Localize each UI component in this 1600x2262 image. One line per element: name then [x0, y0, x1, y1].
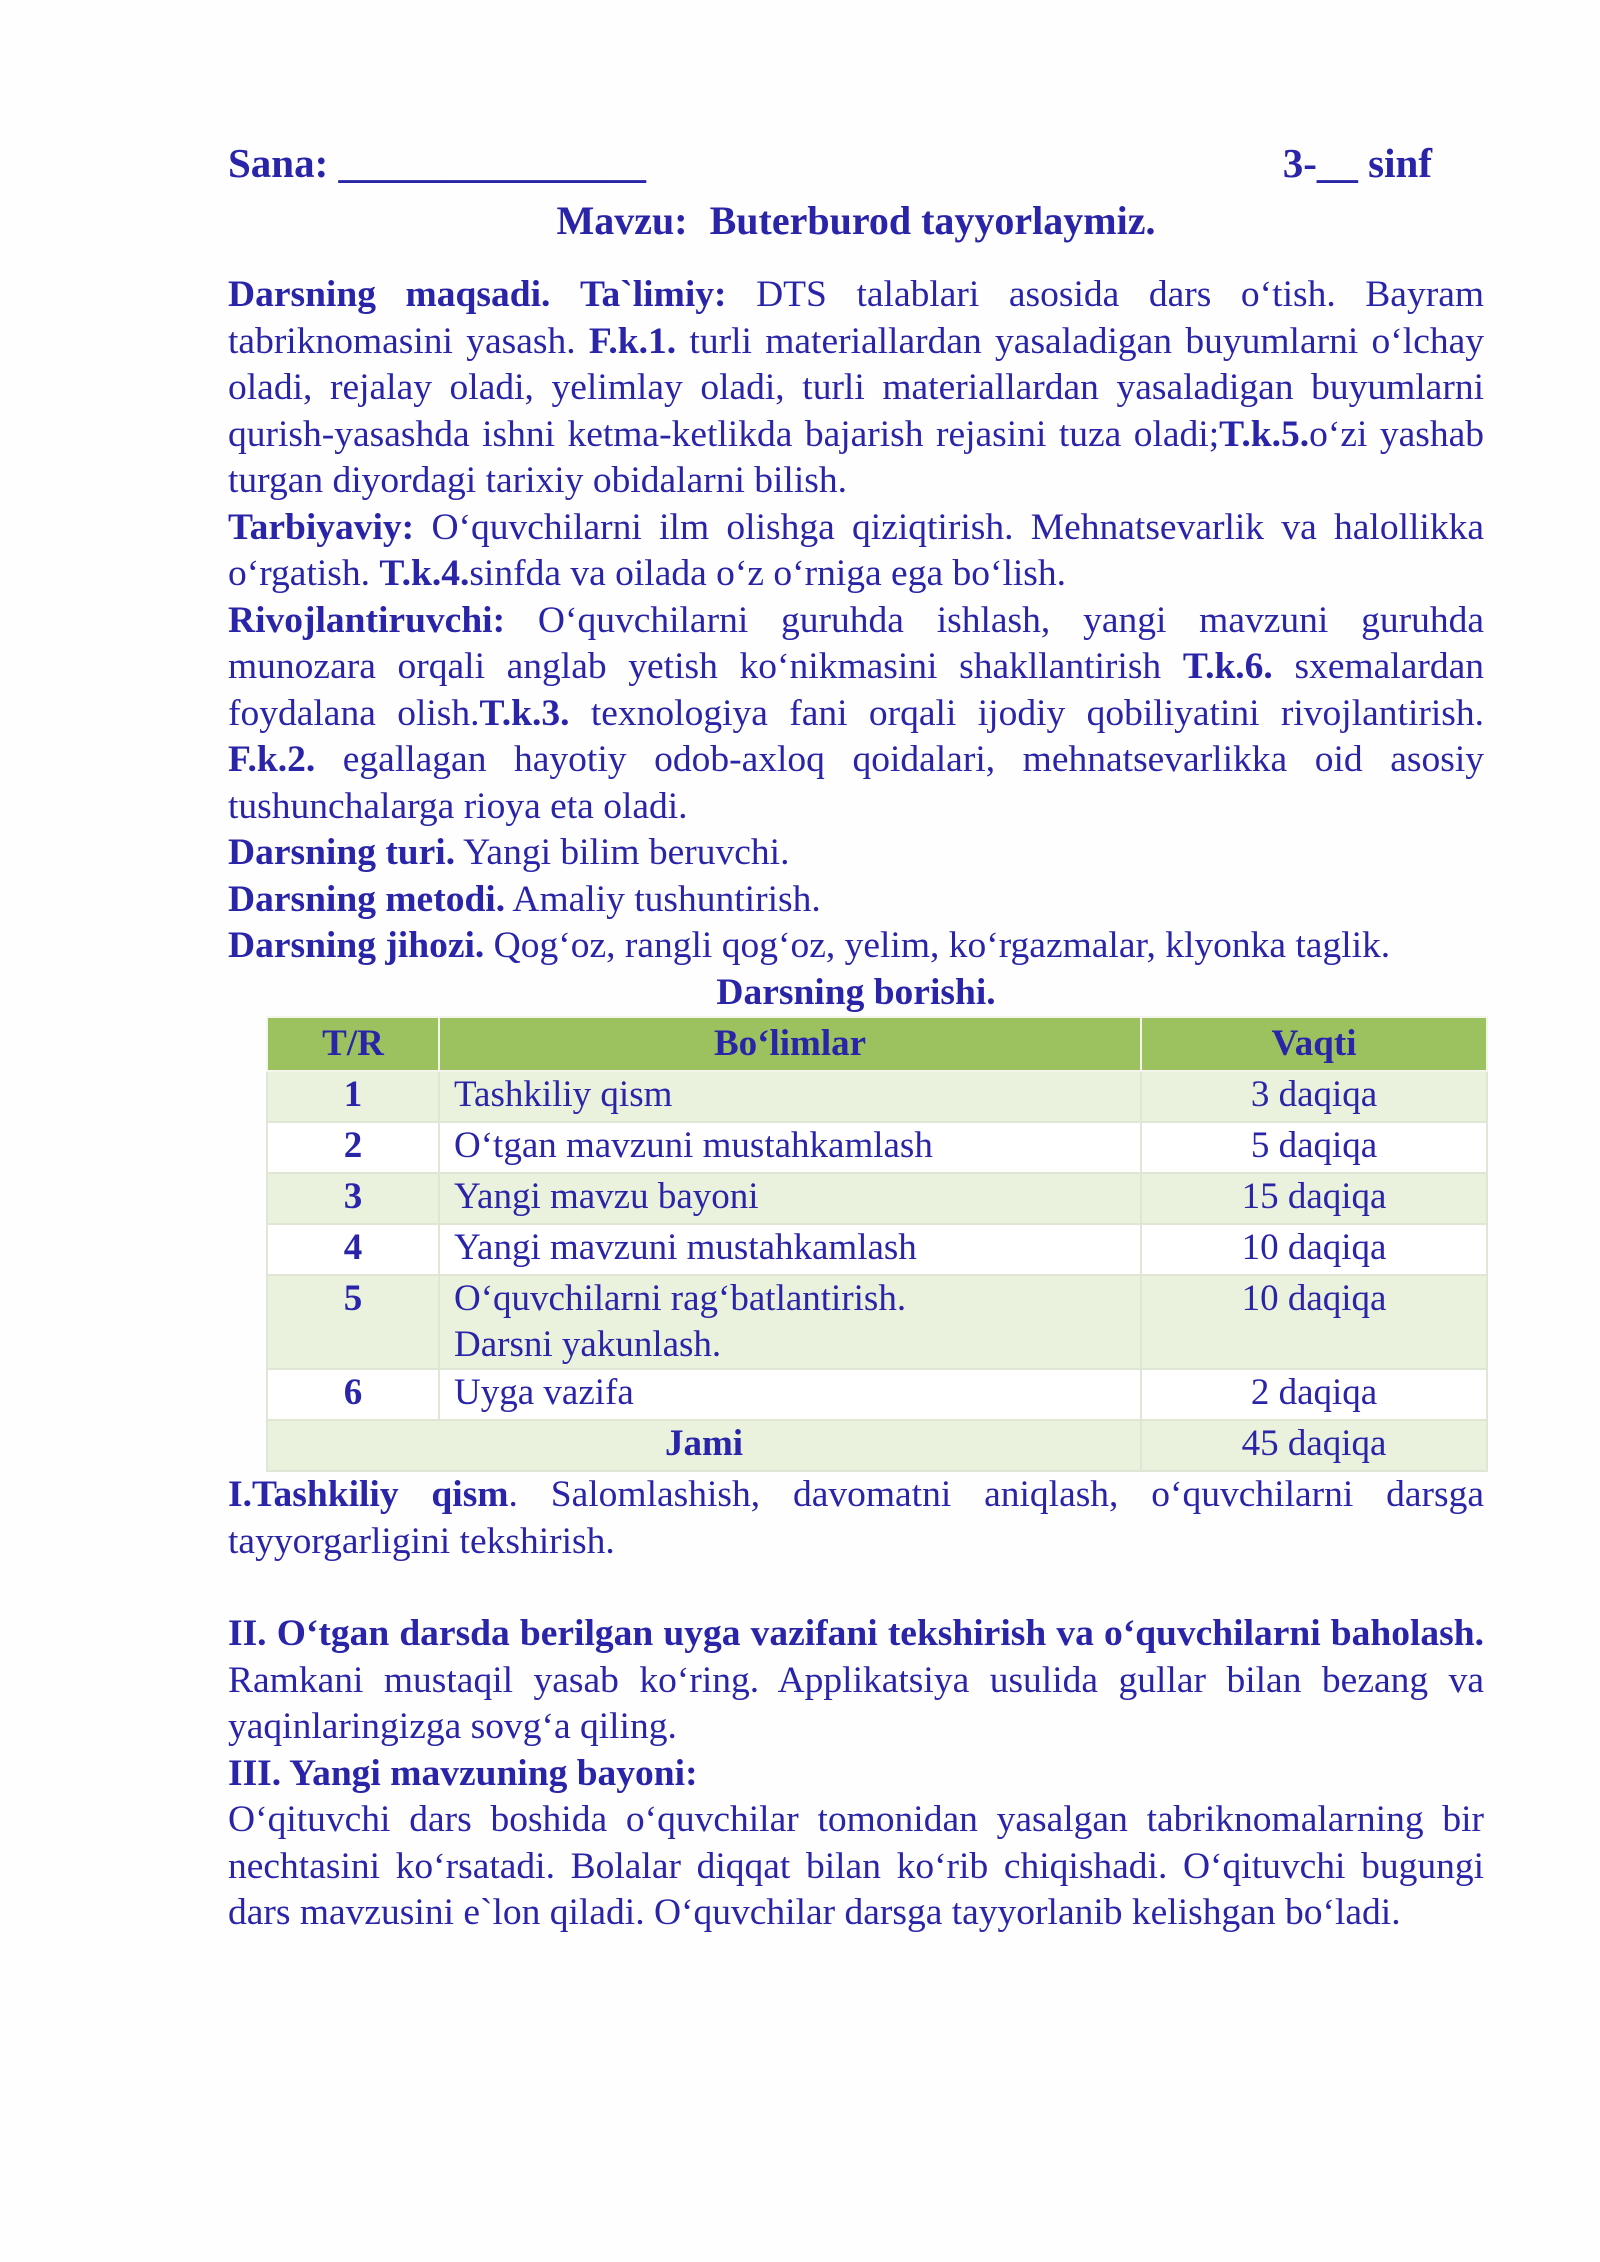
- developmental-text: sxemalardan foydalana olish.: [228, 646, 1484, 734]
- row-section-line: O‘quvchilarni rag‘batlantirish.: [454, 1278, 907, 1319]
- row-number: 2: [267, 1122, 439, 1173]
- lesson-type-text: Yangi bilim beruvchi.: [455, 832, 790, 873]
- table-header-row: [267, 1017, 1487, 1071]
- lesson-title: [228, 198, 1484, 256]
- upbringing-text: sinfda va oilada o‘z o‘rniga ega bo‘lish.: [469, 553, 1067, 594]
- competency-code: T.k.3.: [479, 692, 570, 734]
- date-label: Sana: _______________: [228, 140, 647, 186]
- lesson-method-text: Amaliy tushuntirish.: [505, 878, 821, 920]
- column-header-section: Bo‘limlar: [439, 1017, 1141, 1071]
- upbringing-label: Tarbiyaviy:: [228, 506, 415, 548]
- educational-text: DTS talablari asosida dars o‘tish. Bayram tabriknomasini yasash.: [228, 274, 1485, 362]
- table-row: [267, 1071, 1487, 1122]
- total-label: Jami: [267, 1420, 1141, 1471]
- total-time: 45 daqiqa: [1141, 1420, 1487, 1471]
- section-label: II. O‘tgan darsda berilgan uyga vazifani tekshirish va o‘quvchilarni baholash.: [228, 1613, 1484, 1654]
- row-section-line: Darsni yakunlash.: [454, 1324, 722, 1365]
- table-row: [267, 1224, 1487, 1275]
- title-label: Mavzu:: [556, 198, 688, 243]
- header-row: [228, 140, 1484, 198]
- column-header-number: T/R: [267, 1017, 439, 1071]
- competency-code: F.k.1.: [588, 320, 677, 362]
- row-section: Uyga vazifa: [439, 1369, 1141, 1420]
- row-time: 10 daqiqa: [1141, 1275, 1487, 1369]
- row-section: Yangi mavzu bayoni: [439, 1173, 1141, 1224]
- section-label: III. Yangi mavzuning bayoni:: [228, 1752, 698, 1794]
- column-header-time: Vaqti: [1141, 1017, 1487, 1071]
- row-time: 10 daqiqa: [1141, 1224, 1487, 1275]
- row-section: [439, 1275, 1141, 1369]
- title-text: Buterburod tayyorlaymiz.: [709, 198, 1156, 243]
- table-row: [267, 1122, 1487, 1173]
- educational-text: turli materiallardan yasaladigan buyumlarni o‘lchay oladi, rejalay oladi, yelimlay oladi, turli materiallardan yasaladigan buyumlarni qurish-yasashda ishni ketma-ketlikda bajarish rejasini tuza oladi;: [228, 320, 1484, 455]
- row-time: 5 daqiqa: [1141, 1122, 1487, 1173]
- row-number: 1: [267, 1071, 439, 1122]
- lesson-type: [228, 830, 1484, 877]
- table-row: [267, 1173, 1487, 1224]
- row-section: O‘tgan mavzuni mustahkamlash: [439, 1122, 1141, 1173]
- section-text: . Salomlashish, davomatni aniqlash, o‘quvchilarni darsga tayyorgarligini tekshirish.: [228, 1474, 1484, 1562]
- class-label: 3-__ sinf: [1282, 140, 1432, 186]
- developmental-label: Rivojlantiruvchi:: [228, 599, 506, 641]
- spacer: [228, 1565, 1484, 1611]
- educational-text: o‘zi yashab turgan diyordagi tarixiy obidalarni bilish.: [228, 413, 1484, 501]
- plan-heading: Darsning borishi.: [716, 971, 996, 1013]
- section-organizational: [228, 1472, 1484, 1565]
- row-number: 5: [267, 1275, 439, 1369]
- competency-code: T.k.5.: [1219, 413, 1310, 455]
- lesson-equipment-label: Darsning jihozi.: [228, 925, 485, 966]
- row-time: 3 daqiqa: [1141, 1071, 1487, 1122]
- document-content: [228, 140, 1484, 1937]
- section-label: I.Tashkiliy qism: [228, 1474, 509, 1515]
- developmental-text: texnologiya fani orqali ijodiy qobiliyatini rivojlantirish.: [569, 692, 1484, 734]
- row-number: 4: [267, 1224, 439, 1275]
- lesson-equipment: [228, 923, 1484, 970]
- goals-developmental: [228, 598, 1484, 831]
- competency-code: T.k.6.: [1182, 646, 1273, 687]
- table-row: [267, 1369, 1487, 1420]
- table-row: [267, 1275, 1487, 1369]
- lesson-equipment-text: Qog‘oz, rangli qog‘oz, yelim, ko‘rgazmalar, klyonka taglik.: [484, 925, 1391, 966]
- row-number: 6: [267, 1369, 439, 1420]
- table-total-row: [267, 1420, 1487, 1471]
- row-time: 15 daqiqa: [1141, 1173, 1487, 1224]
- competency-code: T.k.4.: [379, 553, 470, 594]
- upbringing-text: O‘quvchilarni ilm olishga qiziqtirish. Mehnatsevarlik va halollikka o‘rgatish.: [228, 506, 1484, 594]
- goals-label: Darsning maqsadi.: [228, 274, 551, 315]
- goals-educational: [228, 272, 1484, 505]
- lesson-plan-table: [266, 1016, 1488, 1472]
- row-time: 2 daqiqa: [1141, 1369, 1487, 1420]
- section-homework-check: [228, 1611, 1484, 1751]
- educational-label: Ta`limiy:: [579, 274, 727, 315]
- goals-upbringing: [228, 505, 1484, 598]
- lesson-method-label: Darsning metodi.: [228, 878, 506, 920]
- row-section: Yangi mavzuni mustahkamlash: [439, 1224, 1141, 1275]
- developmental-text: O‘quvchilarni guruhda ishlash, yangi mavzuni guruhda munozara orqali anglab yetish ko‘nikmasini shakllantirish: [228, 599, 1484, 687]
- lesson-type-label: Darsning turi.: [228, 832, 456, 873]
- section-new-topic-text: O‘qituvchi dars boshida o‘quvchilar tomonidan yasalgan tabriknomalarning bir nechtasini ko‘rsatadi. Bolalar diqqat bilan ko‘rib chiqishadi. O‘qituvchi bugungi dars mavzusini e`lon qiladi. O‘quvchilar darsga tayyorlanib kelishgan bo‘ladi.: [228, 1799, 1484, 1933]
- section-new-topic: [228, 1751, 1484, 1798]
- row-section: Tashkiliy qism: [439, 1071, 1141, 1122]
- lesson-method: [228, 877, 1484, 924]
- developmental-text: egallagan hayotiy odob-axloq qoidalari, mehnatsevarlikka oid asosiy tushunchalarga rioya eta oladi.: [228, 739, 1484, 827]
- row-number: 3: [267, 1173, 439, 1224]
- section-text: Ramkani mustaqil yasab ko‘ring. Applikatsiya usulida gullar bilan bezang va yaqinlaringizga sovg‘a qiling.: [228, 1659, 1484, 1747]
- competency-code: F.k.2.: [228, 739, 316, 780]
